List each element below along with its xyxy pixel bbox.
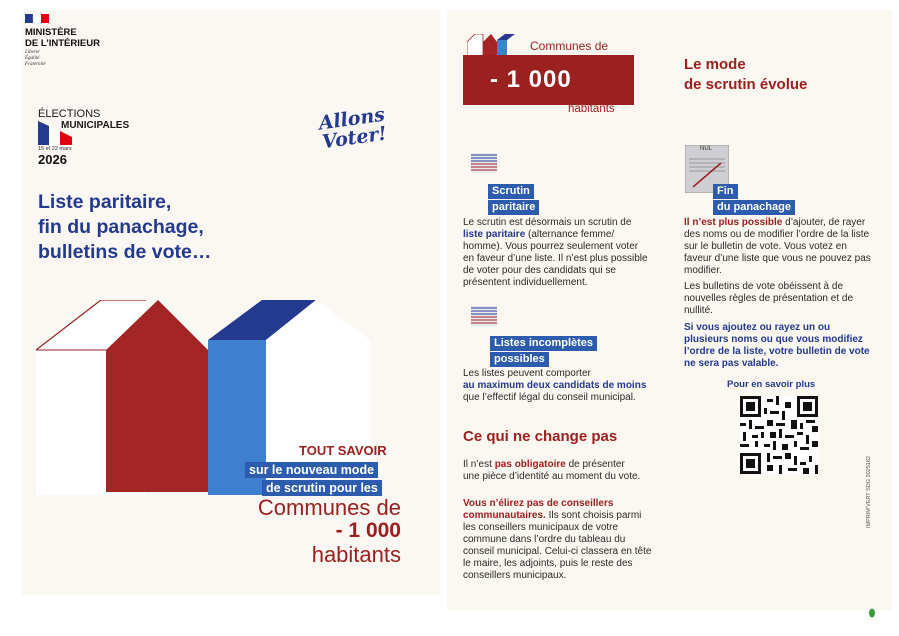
elections-label: ÉLECTIONS bbox=[38, 108, 101, 120]
marianne-logo-icon bbox=[25, 14, 49, 23]
bulletins-regles-text: Les bulletins de vote obéissent à de nouvelles règles de présentation et de nullité. bbox=[684, 281, 854, 316]
piece-identite-text bbox=[463, 459, 643, 483]
striped-ballot-icon bbox=[471, 153, 497, 173]
ni-c: de présenter une pièce d’identité au moment du vote. bbox=[463, 459, 641, 482]
ce-qui-ne-change-pas-title: Ce qui ne change pas bbox=[463, 428, 618, 445]
leaf-icon bbox=[867, 608, 877, 618]
election-year: 2026 bbox=[38, 152, 67, 167]
republic-motto: Liberté Égalité Fraternité bbox=[25, 50, 46, 67]
pas-obligatoire-emphasis: pas obligatoire bbox=[494, 459, 566, 470]
header-communes: Communes de bbox=[530, 39, 609, 53]
scrutin-line-1: Le scrutin est désormais un scrutin bbox=[463, 217, 618, 228]
fin-panachage-text bbox=[684, 217, 874, 277]
scrutin-paritaire-text bbox=[463, 217, 648, 289]
listes-incompletes-text bbox=[463, 368, 668, 404]
main-headline: Liste paritaire, fin du panachage, bulletins de vote… bbox=[38, 191, 212, 263]
ni-a: Il n’est bbox=[463, 459, 495, 470]
listes-line-1: Les listes peuvent comporter bbox=[463, 368, 591, 379]
allons-voter-logo: Allons Voter! bbox=[317, 103, 389, 154]
cover-population: - 1 000 bbox=[335, 519, 401, 542]
mode-scrutin-title: Le mode de scrutin évolue bbox=[684, 56, 808, 93]
election-dates: 15 et 22 mars bbox=[38, 146, 72, 152]
fin-tag-1: Fin bbox=[713, 184, 738, 199]
tout-savoir-title: TOUT SAVOIR bbox=[299, 443, 387, 458]
scrutin-line-2a: de bbox=[620, 217, 632, 228]
cover-communes: Communes de bbox=[257, 495, 401, 520]
cover-habitants: habitants bbox=[311, 542, 401, 567]
conseillers-emphasis: Vous n’élirez pas de conseillers communautaires. bbox=[463, 498, 614, 521]
ministry-name: MINISTÈRE DE L’INTÉRIEUR bbox=[25, 27, 100, 49]
header-habitants: habitants bbox=[568, 103, 615, 115]
tout-savoir-line2 bbox=[245, 461, 378, 479]
bulletin-non-valable-text: Si vous ajoutez ou rayez un ou plusieurs noms ou que vous modifiez l’ordre de la liste, votre bulletin de vote ne sera pas valable. bbox=[684, 322, 870, 369]
tout-savoir-subtitle-2: de scrutin pour les bbox=[262, 480, 382, 496]
page-gutter bbox=[440, 0, 447, 636]
listes-line-3: que l’effectif légal du conseil municipal. bbox=[463, 392, 636, 403]
municipales-label: MUNICIPALES bbox=[61, 120, 130, 131]
scrutin-line-3: homme). Vous pourrez seulement voter en faveur d’une liste. Il n’est plus possible de voter pour des candidats qui se présentent individuellement. bbox=[463, 241, 648, 288]
striped-ballot-icon-2 bbox=[471, 306, 497, 326]
listes-line-2: au maximum deux candidats de moins bbox=[463, 380, 647, 391]
scrutin-tag-2: paritaire bbox=[488, 200, 539, 215]
imprim-vert-mention: IMPRIM’VERT SDG 2025162 bbox=[866, 456, 872, 528]
scrutin-paritaire-tag bbox=[488, 183, 539, 215]
qr-code-icon[interactable] bbox=[740, 396, 818, 474]
plus-possible-emphasis: Il n’est plus possible bbox=[684, 217, 783, 228]
liste-paritaire-emphasis: liste paritaire bbox=[463, 229, 526, 240]
fin-tag-2: du panachage bbox=[713, 200, 795, 215]
listes-incompletes-tag bbox=[490, 335, 597, 367]
listes-tag-1: Listes incomplètes bbox=[490, 336, 597, 351]
scrutin-tag-1: Scrutin bbox=[488, 184, 534, 199]
nul-label: NUL bbox=[700, 146, 713, 152]
tout-savoir-subtitle-1: sur le nouveau mode bbox=[245, 462, 378, 478]
small-houses-icon bbox=[467, 34, 515, 56]
conseillers-text bbox=[463, 498, 653, 582]
pour-en-savoir-plus: Pour en savoir plus bbox=[727, 379, 816, 390]
fin-body: d’ajouter, de rayer des noms ou de modifier l’ordre de la liste sur le bulletin de vote. Vous votez en faveur d’une liste que vous ne pouvez pas modifier. bbox=[684, 217, 871, 276]
listes-tag-2: possibles bbox=[490, 352, 549, 367]
fin-panachage-tag bbox=[713, 183, 795, 215]
conseillers-body: Ils sont choisis parmi les conseillers municipaux de votre commune dans l’ordre du tableau du conseil municipal. Celui-ci classera en tête le maire, les adjoints, puis le reste des conseillers municipaux. bbox=[463, 510, 652, 581]
scrutin-line-2c: (alternance femme/ bbox=[525, 229, 615, 240]
header-population: - 1 000 bbox=[490, 66, 572, 93]
